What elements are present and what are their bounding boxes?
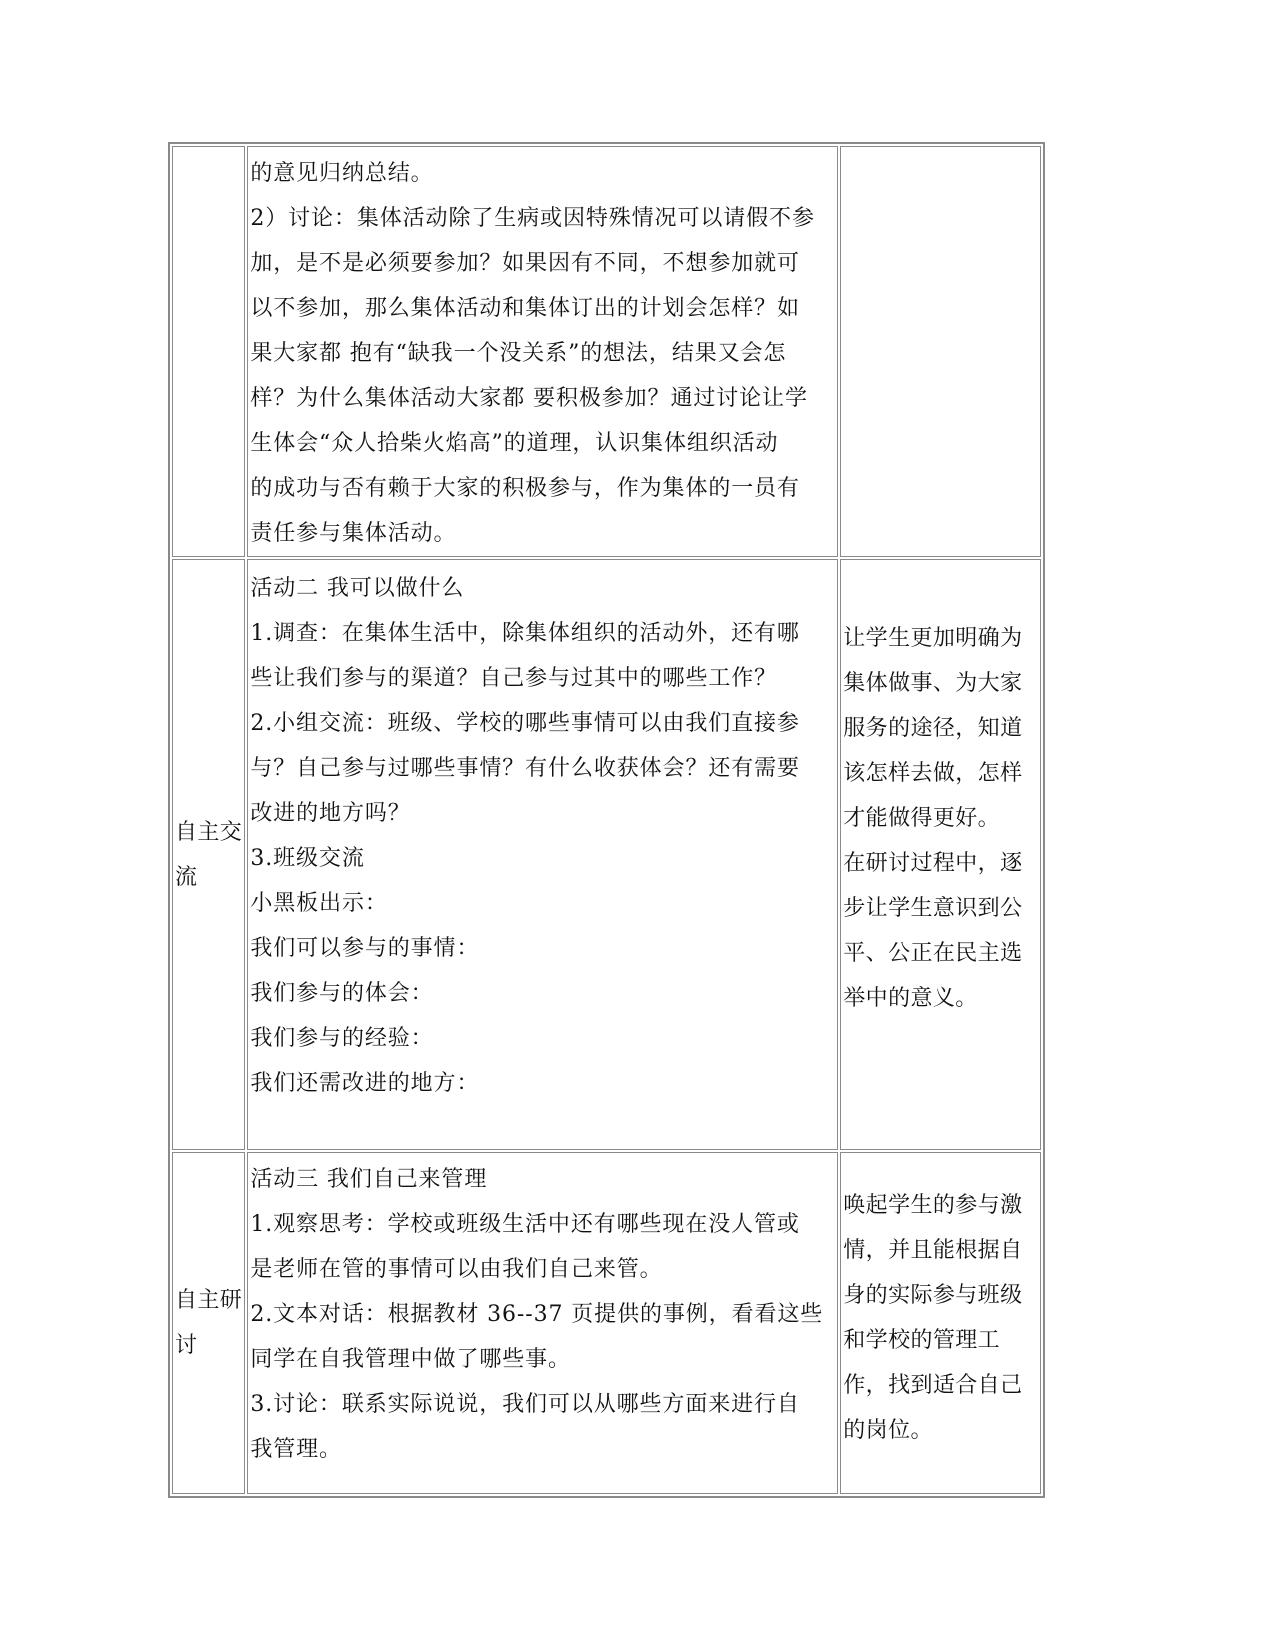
- content-line: 我们参与的经验：: [250, 1026, 434, 1051]
- stage-label-line: 讨: [175, 1333, 198, 1358]
- content-line: 1.观察思考：学校或班级生活中还有哪些现在没人管或: [250, 1212, 800, 1237]
- content-line: 小黑板出示：: [250, 891, 388, 916]
- content-line: 生体会“众人拾柴火焰高”的道理，认识集体组织活动: [250, 431, 779, 456]
- content-line: 些让我们参与的渠道？自己参与过其中的哪些工作？: [250, 666, 778, 691]
- lesson-plan-table: [168, 142, 1045, 1498]
- table-body: [172, 146, 1041, 1494]
- content-line: 我管理。: [250, 1437, 342, 1462]
- stage-label-cell: [172, 559, 245, 1150]
- note-line: 作，找到适合自己: [843, 1373, 1023, 1398]
- note-line: 集体做事、为大家: [843, 671, 1023, 696]
- note-line: 身的实际参与班级: [843, 1283, 1023, 1308]
- content-line: 2.文本对话：根据教材 36--37 页提供的事例，看看这些: [250, 1302, 824, 1327]
- content-line: 责任参与集体活动。: [250, 521, 457, 546]
- stage-label-line: 自主研: [175, 1288, 243, 1313]
- design-intent-cell: [840, 559, 1041, 1150]
- content-line: 的成功与否有赖于大家的积极参与，作为集体的一员有: [250, 476, 800, 501]
- activity-content-cell: [247, 146, 838, 557]
- content-line: 是老师在管的事情可以由我们自己来管。: [250, 1257, 663, 1282]
- note-line: 让学生更加明确为: [843, 626, 1023, 651]
- note-line: 的岗位。: [843, 1418, 933, 1443]
- content-line: 1.调查：在集体生活中，除集体组织的活动外，还有哪: [250, 621, 800, 646]
- stage-label-cell: [172, 1152, 245, 1494]
- content-line: 我们参与的体会：: [250, 981, 434, 1006]
- note-line: 服务的途径，知道: [843, 716, 1023, 741]
- content-line: 活动三 我们自己来管理: [250, 1167, 488, 1192]
- content-line: 活动二 我可以做什么: [250, 576, 465, 601]
- table-row: [172, 559, 1041, 1150]
- note-line: 平、公正在民主选: [843, 941, 1023, 966]
- stage-label-line: 自主交: [175, 819, 243, 845]
- activity-content-cell: [247, 559, 838, 1150]
- content-line: 我们可以参与的事情：: [250, 936, 480, 961]
- content-line: 我们还需改进的地方：: [250, 1071, 480, 1096]
- table-row: [172, 1152, 1041, 1494]
- content-line: 加，是不是必须要参加？如果因有不同，不想参加就可: [250, 251, 800, 276]
- content-line: 果大家都 抱有“缺我一个没关系”的想法，结果又会怎: [250, 341, 787, 366]
- content-line: 2）讨论：集体活动除了生病或因特殊情况可以请假不参: [250, 206, 815, 231]
- note-line: 情，并且能根据自: [843, 1238, 1023, 1263]
- content-line: 与？自己参与过哪些事情？有什么收获体会？还有需要: [250, 756, 800, 781]
- content-line: 的意见归纳总结。: [250, 161, 434, 186]
- stage-label-cell: [172, 146, 245, 557]
- design-intent-cell: [840, 146, 1041, 557]
- note-line: 和学校的管理工: [843, 1328, 1001, 1353]
- note-line: 在研讨过程中，逐: [843, 851, 1023, 876]
- note-line: 唤起学生的参与激: [843, 1193, 1023, 1218]
- content-line: 以不参加，那么集体活动和集体订出的计划会怎样？如: [250, 296, 800, 321]
- stage-label-line: 流: [175, 864, 198, 890]
- activity-content-cell: [247, 1152, 838, 1494]
- content-line: 改进的地方吗？: [250, 801, 411, 826]
- content-line: 同学在自我管理中做了哪些事。: [250, 1347, 571, 1372]
- content-line: 样？为什么集体活动大家都 要积极参加？通过讨论让学: [250, 386, 808, 411]
- content-line: 3.班级交流: [250, 846, 365, 871]
- content-line: 3.讨论：联系实际说说，我们可以从哪些方面来进行自: [250, 1392, 800, 1417]
- note-line: 才能做得更好。: [843, 806, 1001, 831]
- note-line: 举中的意义。: [843, 986, 978, 1011]
- design-intent-cell: [840, 1152, 1041, 1494]
- content-line: 2.小组交流：班级、学校的哪些事情可以由我们直接参: [250, 711, 800, 736]
- note-line: 步让学生意识到公: [843, 896, 1023, 921]
- note-line: 该怎样去做，怎样: [843, 761, 1023, 786]
- table-row: [172, 146, 1041, 557]
